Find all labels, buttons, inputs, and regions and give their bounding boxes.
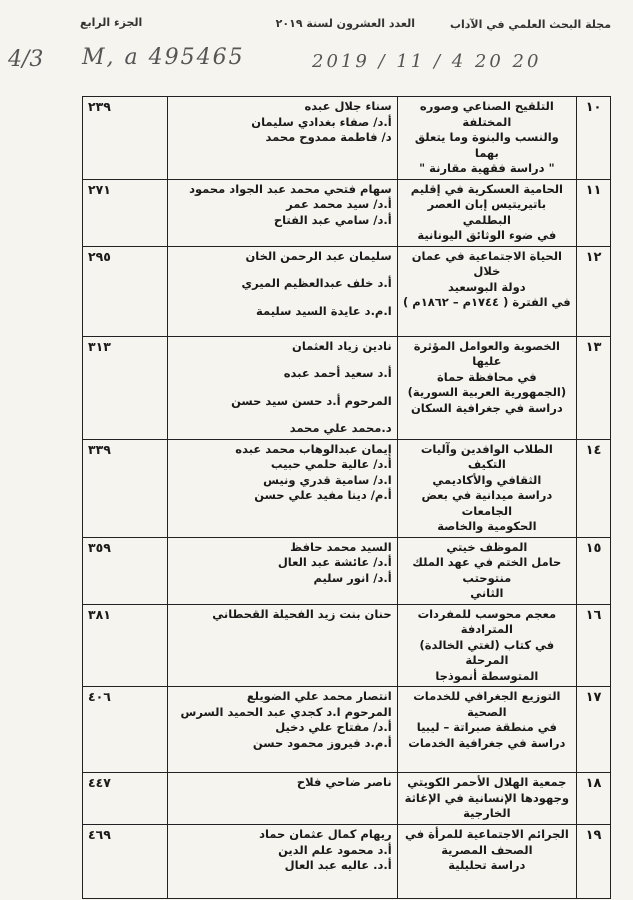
supervisor-name: ا.د/ سامية قدري ونيس: [263, 472, 392, 487]
table-row: [83, 687, 611, 773]
table-row: [83, 604, 611, 687]
researcher-name: السيد محمد حافظ: [290, 539, 392, 554]
authors-cell: [167, 336, 397, 439]
supervisor-name: أ.د/ عائشة عبد العال: [277, 555, 392, 570]
page-number: ٢٩٥: [83, 246, 168, 336]
page-number: ٢٧١: [83, 179, 168, 246]
title-line: الصحف المصرية: [441, 842, 533, 857]
researcher-name: سهام فتحي محمد عبد الجواد محمود: [189, 181, 392, 196]
title-line: الخارجية: [463, 806, 511, 821]
handwritten-annotations: [0, 45, 633, 85]
authors-cell: [167, 604, 397, 687]
title-line: الحامية العسكرية في إقليم: [410, 181, 563, 196]
title-line: والنسب والبنوة وما يتعلق بهما: [414, 130, 559, 160]
page-number: ٤٦٩: [83, 824, 168, 898]
journal-name: مجلة البحث العلمي في الآداب: [449, 18, 611, 31]
supervisor-name: أ.د/ سامي عبد الفتاح: [273, 212, 392, 227]
title-line: التوزيع الجغرافي للخدمات الصحية: [413, 689, 561, 719]
row-number: ١٦: [577, 604, 611, 687]
title-line: دراسة تحليلية: [448, 858, 526, 873]
title-line: في منطقة صبراتة – ليبيا: [416, 720, 557, 735]
authors-cell: [167, 97, 397, 180]
title-line: في محافظة حماة: [437, 369, 537, 384]
supervisor-name: أ.م/ دينا مفيد علي حسن: [254, 488, 392, 503]
title-line: التلقيح الصناعي وصوره المختلفة: [419, 99, 554, 129]
table-row: [83, 824, 611, 898]
title-line: الحكومية والخاصة: [437, 519, 537, 534]
authors-cell: [167, 246, 397, 336]
title-line: في كتاب (لغتي الخالدة) المرحلة: [419, 637, 555, 668]
page-number: ٣١٣: [83, 336, 168, 439]
title-line: المتوسطة أنموذجا: [435, 668, 539, 683]
page-number: ٢٣٩: [83, 97, 168, 180]
title-line: الطلاب الوافدين وآليات التكيف: [420, 441, 553, 472]
supervisor-name: أ.د سعيد أحمد عبده: [283, 366, 392, 381]
supervisor-name: أ.د/ صفاء بغدادي سليمان: [251, 114, 392, 129]
research-title: [397, 246, 576, 336]
row-number: ١٨: [577, 773, 611, 825]
supervisor-name: أ.د/ مفتاح علي دخيل: [275, 720, 392, 735]
row-number: ١٥: [577, 537, 611, 604]
researcher-name: إيمان عبدالوهاب محمد عبده: [235, 441, 392, 456]
table-of-contents: [82, 96, 611, 899]
page-number: ٤٤٧: [83, 773, 168, 825]
page-number: ٣٥٩: [83, 537, 168, 604]
research-title: [397, 687, 576, 773]
handwritten-date: 2019 / 11 / 4 20 20: [312, 51, 542, 72]
page-number: ٣٣٩: [83, 439, 168, 537]
line-gap: [173, 382, 392, 394]
table-row: [83, 439, 611, 537]
title-line: الجرائم الاجتماعية للمرأة في: [404, 826, 569, 841]
supervisor-name: أ.د/ انور سليم: [313, 570, 392, 585]
authors-cell: [167, 824, 397, 898]
row-number: ١٠: [577, 97, 611, 180]
title-line: الثقافي والأكاديمي: [432, 472, 542, 487]
research-title: [397, 336, 576, 439]
title-line: معجم محوسب للمفردات المترادفة: [417, 606, 557, 637]
supervisor-name: المرحوم ا.د كجدي عبد الحميد السرس: [180, 704, 392, 719]
title-line: (الجمهورية العربية السورية): [407, 385, 567, 400]
authors-cell: [167, 773, 397, 825]
supervisor-name: أ.د خلف عبدالعظيم الميري: [241, 276, 392, 291]
line-gap: [173, 409, 392, 421]
researcher-name: سليمان عبد الرحمن الخان: [245, 248, 392, 263]
supervisor-name: د/ فاطمة ممدوح محمد: [265, 130, 392, 145]
supervisor-name: أ.د/ سيد محمد عمر: [286, 197, 392, 212]
line-gap: [173, 292, 392, 304]
handwritten-code: M, a 495465: [82, 45, 245, 70]
research-title: [397, 604, 576, 687]
supervisor-name: أ.م.د فيروز محمود حسن: [252, 735, 392, 750]
researcher-name: نادين زياد العثمان: [292, 338, 392, 353]
researcher-name: ريهام كمال عثمان حماد: [259, 826, 392, 841]
research-title: [397, 537, 576, 604]
researcher-name: انتصار محمد علي الضويلع: [246, 689, 392, 704]
table-row: [83, 336, 611, 439]
table-row: [83, 97, 611, 180]
title-line: دولة البوسعيد: [448, 279, 526, 294]
row-number: ١٤: [577, 439, 611, 537]
row-number: ١٣: [577, 336, 611, 439]
title-line: الحياة الاجتماعية في عمان خلال: [411, 248, 562, 279]
table-row: [83, 246, 611, 336]
research-title: [397, 773, 576, 825]
title-line: حامل الختم في عهد الملك منتوحتب: [412, 555, 562, 585]
row-number: ١٧: [577, 687, 611, 773]
title-line: الخصوبة والعوامل المؤثرة عليها: [413, 338, 560, 369]
table-row: [83, 537, 611, 604]
row-number: ١٢: [577, 246, 611, 336]
supervisor-name: د.محمد علي محمد: [289, 421, 392, 436]
title-line: الموظف خيتي: [446, 539, 528, 554]
title-line: في ضوء الوثائق اليونانية: [417, 228, 557, 243]
title-line: دراسة ميدانية في بعض الجامعات: [421, 488, 553, 518]
toc-body: [83, 97, 611, 899]
supervisor-name: أ.د. عاليه عبد العال: [284, 858, 392, 873]
research-title: [397, 179, 576, 246]
title-line: دراسة في جغرافية الخدمات: [408, 735, 566, 750]
research-title: [397, 824, 576, 898]
row-number: ١١: [577, 179, 611, 246]
title-line: وجهودها الإنسانية في الإغاثة: [404, 790, 570, 805]
table-row: [83, 773, 611, 825]
researcher-name: ناصر ضاحي فلاح: [296, 775, 392, 790]
title-line: جمعية الهلال الأحمر الكويتي: [407, 775, 567, 790]
title-line: في الفترة ( ١٧٤٤م – ١٨٦٢م ): [403, 295, 571, 310]
title-line: " دراسة فقهية مقارنة ": [419, 161, 555, 176]
research-title: [397, 97, 576, 180]
row-number: ١٩: [577, 824, 611, 898]
authors-cell: [167, 537, 397, 604]
page-header: [0, 10, 633, 40]
title-line: الثاني: [470, 586, 504, 601]
research-title: [397, 439, 576, 537]
title-line: دراسة في جغرافية السكان: [410, 400, 563, 415]
handwritten-page-mark: 4/3: [8, 47, 44, 72]
supervisor-name: أ.د/ عالية حلمي حبيب: [270, 457, 392, 472]
page-number: ٣٨١: [83, 604, 168, 687]
authors-cell: [167, 687, 397, 773]
part-label: الجزء الرابع: [80, 16, 143, 29]
researcher-name: سناء جلال عبده: [304, 99, 392, 113]
supervisor-name: ا.م.د عايدة السيد سليمة: [256, 303, 392, 318]
authors-cell: [167, 179, 397, 246]
issue-label: العدد العشرون لسنة ٢٠١٩: [275, 17, 415, 30]
page-number: ٤٠٦: [83, 687, 168, 773]
supervisor-name: أ.د محمود علم الدين: [278, 842, 392, 857]
line-gap: [173, 354, 392, 366]
authors-cell: [167, 439, 397, 537]
supervisor-name: المرحوم أ.د حسن سيد حسن: [231, 393, 392, 408]
table-row: [83, 179, 611, 246]
title-line: باتيريتيس إبان العصر البطلمي: [427, 197, 547, 227]
line-gap: [173, 264, 392, 276]
researcher-name: حنان بنت زيد الفحيلة القحطاني: [212, 606, 392, 621]
